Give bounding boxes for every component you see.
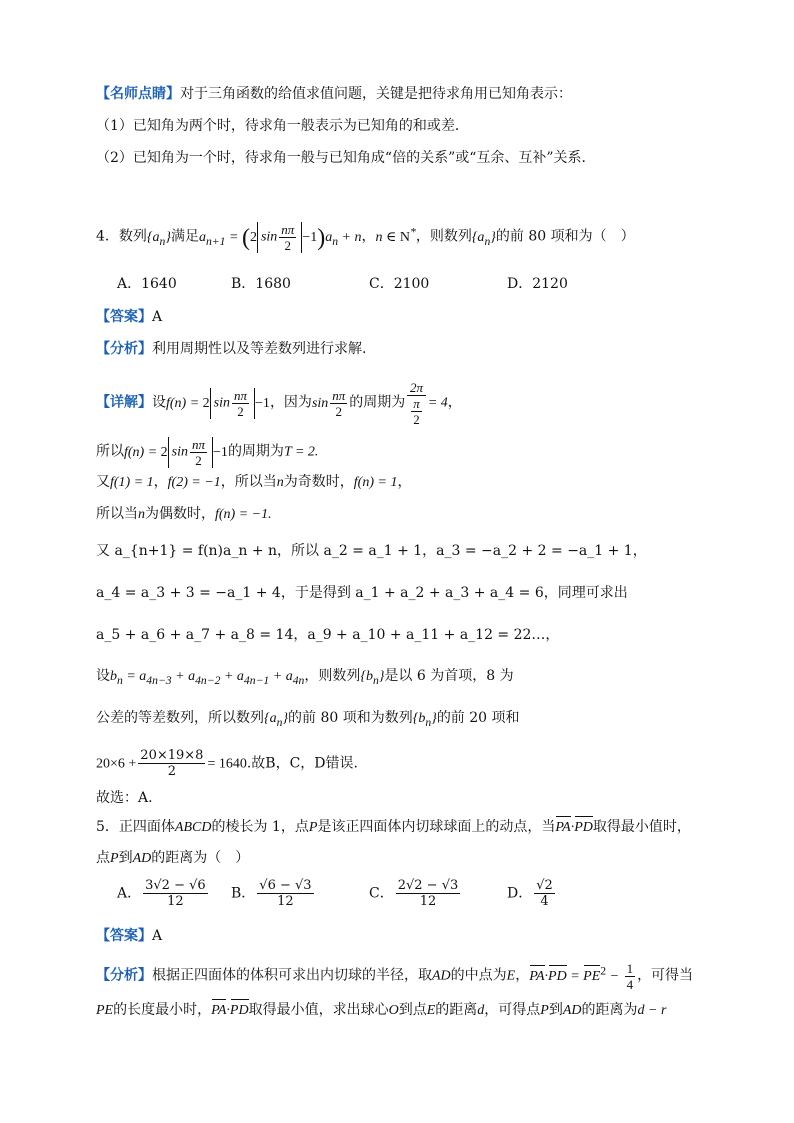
q4-text: ，: [397, 474, 412, 490]
q5-math: E: [506, 968, 516, 984]
q4-text: ，所以当: [220, 474, 277, 490]
q4-text: 又: [96, 474, 110, 490]
q5-text: 的距离为: [581, 1002, 638, 1018]
q5-stem-1: [96, 817, 691, 838]
q5-choice-label: A．: [117, 885, 142, 902]
q4-answer-value: A: [152, 309, 163, 325]
q4-text: 所以当: [96, 506, 138, 522]
tip-item-1: （1）已知角为两个时，待求角一般表示为已知角的和或差．: [96, 118, 469, 134]
q5-text: 到点: [398, 1002, 427, 1018]
q5-math: E: [426, 1003, 436, 1018]
q5-number: 5．: [96, 819, 119, 835]
q4-text: 是以 6 为首项，8 为: [384, 668, 514, 684]
q5-text: 根据正四面体的体积可求出内切球的半径，取: [152, 967, 432, 984]
q5-math: d − r: [637, 1003, 667, 1018]
q4-detail-1: 【详解】设f(n) = 2 sin $\frac{n\pi}{2}$ −1，因为sin $\frac{n\pi}{2}$ 的周期为 $\frac{2\pi}{\frac{\pi}{2}}$ = 4，: [96, 380, 462, 427]
q5-text: 取得最小值，求出球心: [248, 1002, 389, 1018]
q4-sum-num: 20×19×8: [140, 748, 204, 763]
q5-choice-b[interactable]: [231, 878, 316, 909]
q4-answer-tag: 【答案】: [96, 309, 152, 325]
q4-text: 的周期为: [349, 394, 406, 411]
q4-choice-b[interactable]: B．1680: [231, 276, 291, 292]
q4-text: 的前 20 项和: [436, 710, 520, 726]
q5-choice-label: C．: [369, 885, 394, 902]
q4-text: ，则数列: [415, 228, 472, 245]
q4-choice-a[interactable]: A．1640: [117, 276, 177, 292]
q5-math: P: [110, 851, 119, 866]
q5-choice-num: √2: [536, 878, 553, 893]
q4-text: 的前 80 项和为（ ）: [495, 228, 635, 245]
q5-answer-tag: 【答案】: [96, 928, 152, 944]
q4-detail-9: 公差的等差数列，所以数列$\{a_n\}$的前 80 项和为数列$\{b_n\}$的前 20 项和: [96, 710, 520, 729]
q4-text: 数列: [118, 228, 147, 245]
q5-choice-num: √6 − √3: [259, 878, 312, 893]
q4-detail-3: [96, 472, 411, 493]
q4-math: n: [138, 507, 145, 522]
q4-period-equals: = 2.: [291, 444, 319, 460]
q5-math: AD: [562, 1003, 582, 1018]
q4-text: 为偶数时，: [145, 506, 215, 522]
q5-math: O: [388, 1003, 399, 1018]
q5-text: ，: [515, 967, 530, 984]
q4-detail-4: [96, 504, 272, 525]
q4-detail-7: a_5 + a_6 + a_7 + a_8 = 14，a_9 + a_10 + a_11 + a_12 = 22…，: [96, 627, 560, 643]
q4-text: 设: [96, 668, 110, 684]
q5-math: ABCD: [174, 820, 212, 835]
tip-tag: 【名师点睛】: [96, 86, 180, 102]
q5-text: ，可得当: [637, 967, 694, 984]
q5-text: ，可得点: [484, 1002, 541, 1018]
q4-period-symbol: T: [283, 444, 292, 460]
q5-math: AD: [132, 851, 152, 866]
q4-bn-def: $b_n = a_{4n-3} + a_{4n-2} + a_{4n-1} + a_{4n}$: [110, 669, 305, 687]
q5-choice-den: 12: [419, 894, 437, 909]
q5-math: AD: [432, 968, 451, 984]
q4-text: 为奇数时，: [283, 474, 354, 490]
q5-math: P: [540, 1003, 549, 1018]
q4-detail-8: 设$b_n = a_{4n-3} + a_{4n-2} + a_{4n-1} + a_{4n}$，则数列$\{b_n\}$是以 6 为首项，8 为: [96, 668, 514, 687]
q4-period-value: = 4: [427, 395, 448, 411]
q5-text: 正四面体: [118, 819, 175, 835]
q5-dot-product: PA·PD: [555, 820, 592, 835]
q5-analysis-tag: 【分析】: [96, 967, 152, 984]
q4-math: f(n) = 1: [353, 475, 398, 490]
q5-text: 点: [96, 850, 110, 866]
tip-item-2: （2）已知角为一个时，待求角一般与已知角成“倍的关系”或“互余、互补”关系．: [96, 150, 596, 166]
q4-math: f(2) = −1: [167, 475, 221, 490]
q4-answer: [96, 307, 162, 327]
q5-choice-den: 12: [277, 894, 294, 909]
q5-choice-den: 4: [540, 894, 549, 909]
q4-sum-lhs: 20×6 +: [96, 756, 137, 772]
q4-fn-def: f(n) = 2 sin $\frac{n\pi}{2}$ −1: [166, 388, 270, 419]
q4-text: ，: [447, 394, 462, 411]
q4-seq-an: $\{a_n\}$: [146, 229, 171, 248]
q5-answer-value: A: [152, 928, 163, 944]
q4-sum-frac: [138, 748, 205, 779]
q5-text: 的距离为（ ）: [151, 850, 250, 866]
q5-choice-c[interactable]: [369, 878, 462, 909]
q4-text: ，因为: [269, 394, 312, 411]
q4-seq-an-2: $\{a_n\}$: [471, 229, 496, 248]
q4-detail-10: [96, 748, 358, 779]
q4-text: 的前 80 项和为数列: [288, 710, 413, 726]
q5-stem-2: [96, 848, 249, 869]
q5-text: 到: [118, 850, 133, 866]
q4-text: 的周期为: [227, 443, 284, 460]
q4-choice-d[interactable]: D．2120: [507, 276, 568, 292]
q4-text: ，则数列: [304, 668, 361, 684]
q5-math: P: [308, 820, 318, 835]
q5-text: 的距离: [435, 1002, 478, 1018]
q4-choice-c[interactable]: C．2100: [369, 276, 430, 292]
q4-analysis-tag: 【分析】: [96, 341, 152, 357]
q5-identity: $PA\cdot PD = PE^2$ − $\frac{1}{4}$: [529, 961, 634, 992]
q4-detail-tag: 【详解】: [96, 394, 152, 411]
q5-math: PE: [96, 1003, 114, 1018]
q5-math: d: [477, 1003, 485, 1018]
q4-text: 所以: [96, 443, 124, 460]
q5-analysis-2: PE的长度最小时，PA·PD取得最小值，求出球心O到点E的距离d，可得点P到AD的距离为d − r: [96, 1000, 666, 1021]
q5-answer: [96, 926, 162, 946]
q4-analysis: [96, 339, 366, 359]
q5-choice-num: 3√2 − √6: [145, 878, 206, 893]
q4-math: n: [276, 475, 284, 490]
q4-math: f(n) = −1.: [215, 507, 272, 522]
q5-analysis-1: [96, 961, 693, 992]
q5-text: 取得最小值时，: [592, 819, 691, 835]
q5-choice-a[interactable]: [117, 878, 210, 909]
q4-math: f(1) = 1: [110, 475, 154, 490]
q4-conclusion: 故选：A.: [96, 790, 153, 806]
q4-text: .故B，C，D错误.: [246, 755, 358, 772]
q5-choice-num: 2√2 − √3: [397, 878, 459, 893]
q5-text: 的中点为: [450, 967, 507, 984]
q4-sum-result: = 1640: [207, 756, 247, 772]
q4-detail-2: 所以f(n) = 2 sin $\frac{n\pi}{2}$ −1的周期为T = 2.: [96, 437, 319, 468]
q4-text: 满足: [170, 228, 199, 245]
q4-detail-6: a_4 = a_3 + 3 = −a_1 + 4，于是得到 a_1 + a_2 + a_3 + a_4 = 6，同理可求出: [96, 585, 628, 601]
q4-recurrence: $a_{n+1} = (2$ sin $\frac{n\pi}{2}$ $-1)a_n + n$: [198, 222, 362, 253]
q5-text: 的棱长为 1，点: [211, 819, 309, 835]
q5-choice-label: B．: [231, 885, 256, 902]
q4-domain: n ∈ N*: [375, 225, 416, 245]
q5-text: 到: [548, 1002, 563, 1018]
q4-number: 4．: [96, 228, 119, 245]
tip-line: [96, 84, 572, 104]
q4-text: ，: [361, 228, 376, 245]
tip-text: 对于三角函数的给值求值问题，关键是把待求角用已知角表示：: [180, 86, 572, 102]
q5-choice-den: 12: [167, 894, 184, 909]
q4-stem: [96, 222, 635, 253]
q5-choice-label: D．: [507, 885, 533, 902]
q5-choice-d[interactable]: [507, 878, 557, 909]
q4-sum-den: 2: [167, 764, 176, 779]
q4-text: ，: [153, 474, 168, 490]
q4-analysis-text: 利用周期性以及等差数列进行求解.: [152, 341, 367, 357]
q5-text: 的长度最小时，: [113, 1002, 212, 1018]
q4-detail-5: 又 a_{n+1} = f(n)a_n + n，所以 a_2 = a_1 + 1，a_3 = −a_2 + 2 = −a_1 + 1，: [96, 543, 647, 559]
q4-text: 公差的等差数列，所以数列: [96, 710, 264, 726]
q5-text: 是该正四面体内切球球面上的动点，当: [317, 819, 556, 835]
q4-text: 设: [152, 394, 166, 411]
